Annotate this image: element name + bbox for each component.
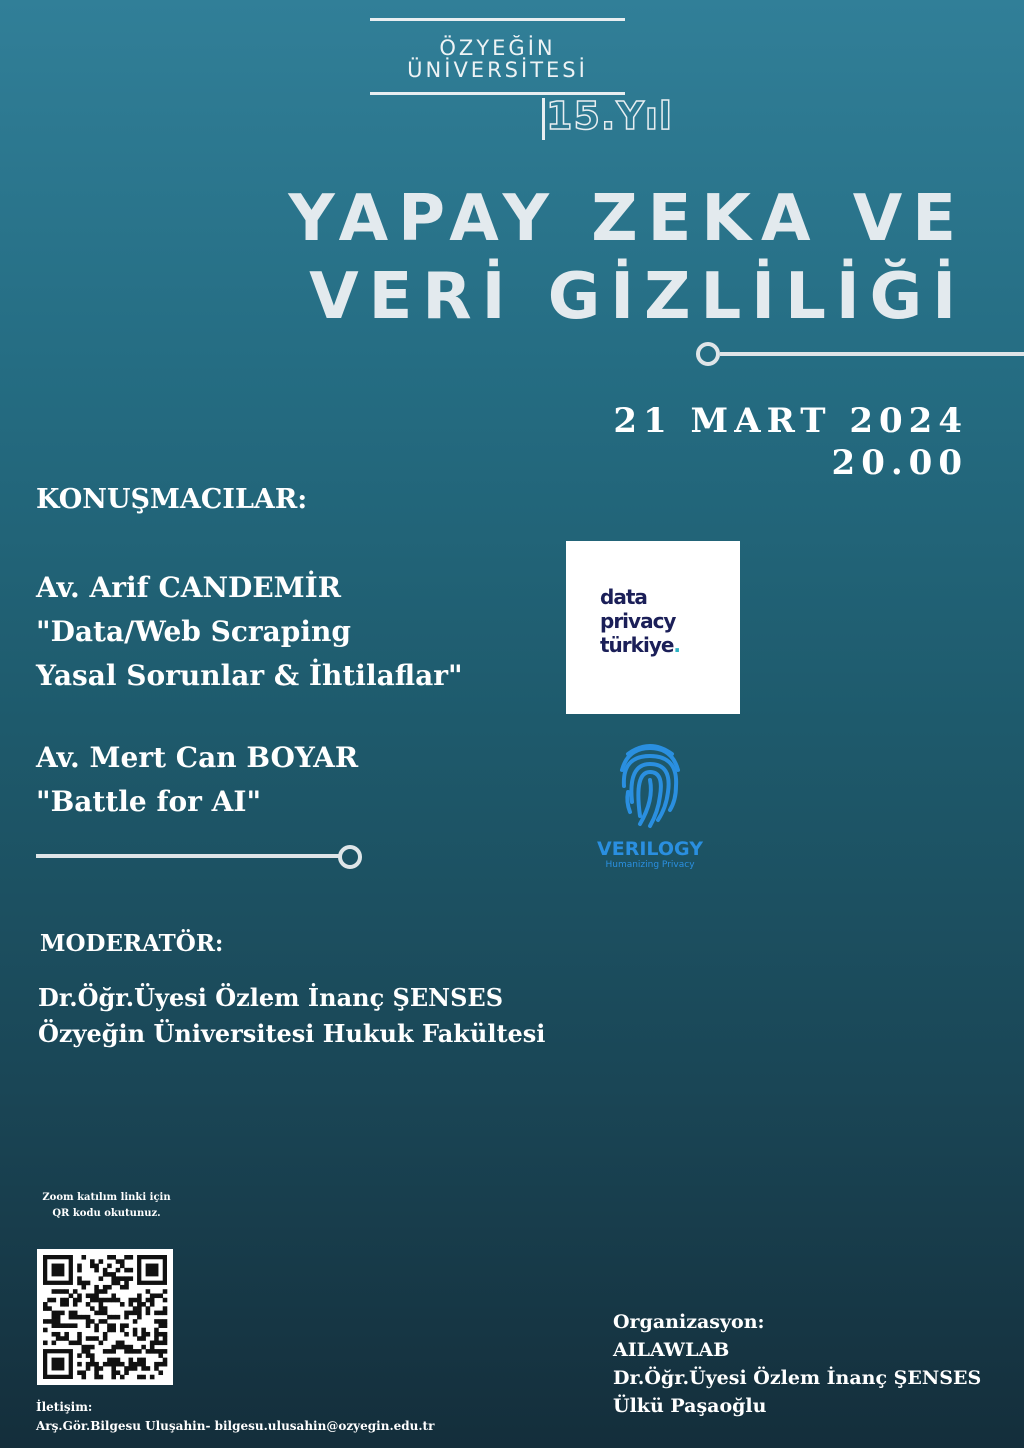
logo-line-1: ÖZYEĞİN <box>439 36 556 60</box>
data-privacy-logo-text <box>600 585 680 657</box>
speaker-2 <box>36 736 358 824</box>
divider-knob-top <box>696 342 720 366</box>
event-date: 21 MART 2024 <box>613 401 968 441</box>
divider-knob-middle <box>338 845 362 869</box>
verilogy-logo <box>590 740 710 870</box>
moderator-block <box>38 980 545 1052</box>
speaker-2-talk-line-1: "Battle for AI" <box>36 785 262 818</box>
qr-code-image <box>37 1249 173 1385</box>
data-privacy-word-2: privacy <box>600 609 676 633</box>
speakers-heading: KONUŞMACILAR: <box>36 484 308 515</box>
contact-label: İletişim: <box>36 1400 93 1414</box>
logo-anniversary: 15.Yıl <box>546 94 673 138</box>
organization-item-3: Ülkü Paşaoğlu <box>613 1395 767 1417</box>
data-privacy-dot: . <box>673 633 681 657</box>
logo-top-bar <box>370 18 625 21</box>
event-datetime <box>613 400 968 484</box>
title-line-1: YAPAY ZEKA VE <box>288 182 966 256</box>
speaker-1 <box>36 566 463 698</box>
data-privacy-word-3-row <box>600 633 680 657</box>
divider-line-top <box>720 352 1024 356</box>
organization-heading: Organizasyon: <box>613 1311 765 1333</box>
zoom-qr-code[interactable] <box>37 1249 173 1385</box>
speaker-1-talk-line-2: Yasal Sorunlar & İhtilaflar" <box>36 659 463 692</box>
contact-block <box>36 1398 434 1436</box>
contact-value[interactable]: Arş.Gör.Bilgesu Uluşahin- bilgesu.ulusahin@ozyegin.edu.tr <box>36 1419 435 1433</box>
moderator-heading: MODERATÖR: <box>40 930 224 957</box>
logo-anniversary-bar <box>542 98 545 140</box>
title-line-2: VERİ GİZLİLİĞİ <box>309 260 966 334</box>
speaker-1-name: Av. Arif CANDEMİR <box>36 571 342 604</box>
speaker-2-name: Av. Mert Can BOYAR <box>36 741 359 774</box>
zoom-note-line-2: QR kodu okutunuz. <box>52 1208 161 1219</box>
organization-item-2: Dr.Öğr.Üyesi Özlem İnanç ŞENSES <box>613 1367 982 1389</box>
verilogy-name: VERILOGY <box>597 838 703 860</box>
university-logo <box>370 18 680 143</box>
speaker-1-talk-line-1: "Data/Web Scraping <box>36 615 351 648</box>
zoom-note <box>34 1190 179 1222</box>
divider-line-middle <box>36 854 340 858</box>
event-title <box>288 180 966 336</box>
data-privacy-word-1: data <box>600 585 647 609</box>
data-privacy-word-3: türkiye <box>600 633 674 657</box>
logo-line-2: ÜNİVERSİTESİ <box>407 58 588 82</box>
event-time: 20.00 <box>831 443 968 483</box>
moderator-affiliation: Özyeğin Üniversitesi Hukuk Fakültesi <box>38 1019 546 1048</box>
organization-block <box>613 1308 981 1420</box>
organization-item-1: AILAWLAB <box>613 1339 730 1361</box>
fingerprint-icon <box>614 740 686 832</box>
verilogy-tagline: Humanizing Privacy <box>605 860 695 870</box>
zoom-note-line-1: Zoom katılım linki için <box>42 1192 171 1203</box>
data-privacy-turkiye-logo <box>566 541 740 714</box>
moderator-name: Dr.Öğr.Üyesi Özlem İnanç ŞENSES <box>38 983 504 1012</box>
